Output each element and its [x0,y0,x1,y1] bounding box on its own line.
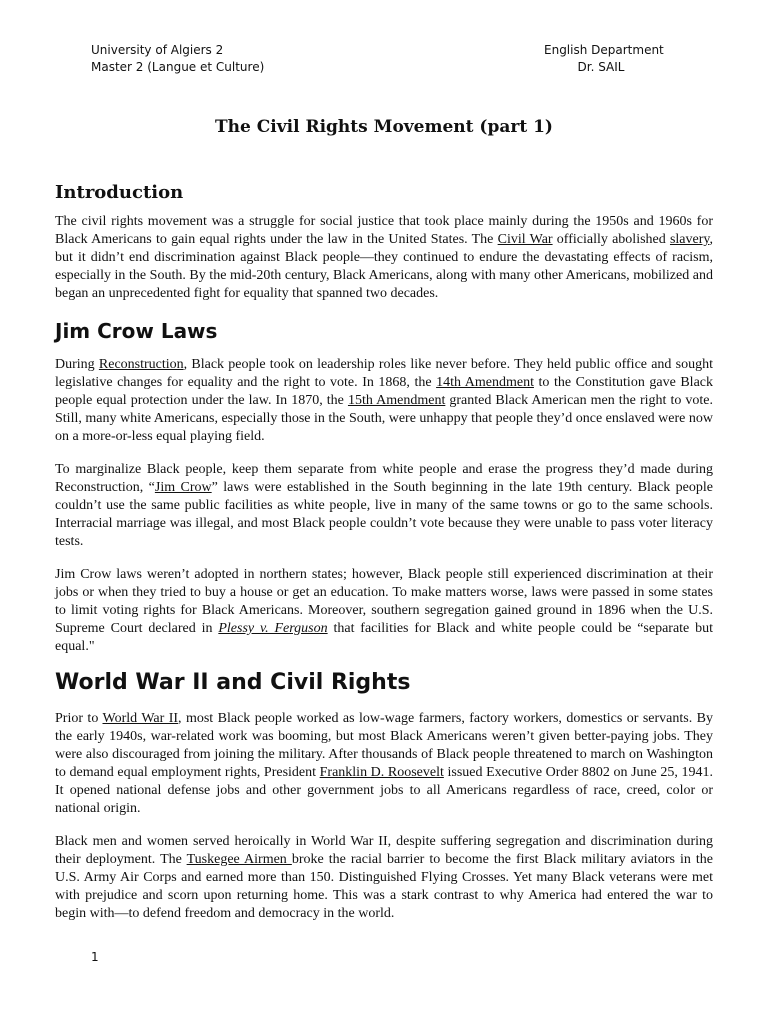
paragraph-introduction [55,213,713,303]
paragraph-jim-crow [55,461,713,551]
paragraph-northern-states [55,566,713,656]
text-run: During [55,357,99,372]
document-body [55,182,713,938]
link-14th-amendment[interactable]: 14th Amendment [436,375,534,390]
text-run: to the Constitution gave Black people equal protection under the law. In 1870, the [55,375,713,408]
text-run: Black men and women served heroically in World War II, despite suffering segregation and discrimination during their deployment. The [55,834,713,867]
link-civil-war[interactable]: Civil War [497,232,553,247]
text-run: To marginalize Black people, keep them separate from white people and erase the progress they’d made during Reconstruction, “ [55,462,713,495]
text-run: The civil rights movement was a struggle for social justice that took place mainly during the 1950s and 1960s for Black Americans to gain equal rights under the law in the United States. The [55,214,713,247]
text-run: that facilities for Black and white people could be “separate but equal." [55,621,714,654]
link-15th-amendment[interactable]: 15th Amendment [347,393,446,408]
text-run: broke the racial barrier to become the first Black military aviators in the U.S. Army Air Corps and earned more than 150. Distinguished Flying Crosses. Yet many Black veterans were met with prejudice and scorn upon returning home. This was a stark contrast to why America had entered the war to begin with—to defend freedom and democracy in the world. [55,852,713,921]
text-run: officially abolished [552,232,670,247]
heading-world-war-ii: World War II and Civil Rights [55,670,411,695]
text-run: Prior to [55,711,103,726]
link-reconstruction[interactable]: Reconstruction [98,357,184,372]
heading-jim-crow-laws: Jim Crow Laws [55,319,218,343]
text-run: issued Executive Order 8802 on June 25, 1941. It opened national defense jobs and other government jobs to all Americans regardless of race, creed, color or national origin. [55,765,713,816]
link-plessy-v-ferguson[interactable]: Plessy v. Ferguson [218,621,328,636]
link-slavery[interactable]: slavery [669,232,710,247]
link-franklin-d-roosevelt[interactable]: Franklin D. Roosevelt [319,765,444,780]
link-jim-crow[interactable]: Jim Crow [154,480,212,495]
text-run: ” laws were established in the South beginning in the late 19th century. Black people couldn’t use the same public facilities as white people, live in many of the same towns or go to the same schools. Interracial marriage was illegal, and most Black people couldn’t vote because they were unable to pass voter literacy tests. [55,480,713,549]
header-program: Master 2 (Langue et Culture) [91,60,265,74]
page-number: 1 [91,950,99,964]
text-run: granted Black American men the right to vote. Still, many white Americans, especially those in the South, were unhappy that people they’d once enslaved were now on a more-or-less equal playing field. [55,393,713,444]
text-run: Jim Crow laws weren’t adopted in northern states; however, Black people still experienced discrimination at their jobs or when they tried to buy a house or get an education. To make matters worse, laws were passed in some states to limit voting rights for Black Americans. Moreover, southern segregation gained ground in 1896 when the U.S. Supreme Court declared in [55,567,713,636]
heading-introduction: Introduction [55,182,184,203]
header-right [544,42,664,76]
paragraph-reconstruction [55,356,713,446]
link-world-war-ii[interactable]: World War II [102,711,179,726]
header-instructor: Dr. SAIL [577,60,625,74]
header-left [91,42,264,76]
text-run: , most Black people worked as low-wage farmers, factory workers, domestics or servants. By the early 1940s, war-related work was booming, but most Black Americans weren’t given better-paying jobs. They were also discouraged from joining the military. After thousands of Black people threatened to march on Washington to demand equal employment rights, President [55,711,713,780]
text-run: , Black people took on leadership roles like never before. They held public office and sought legislative changes for equality and the right to vote. In 1868, the [55,357,713,390]
paragraph-black-soldiers [55,833,713,923]
header-university: University of Algiers 2 [91,43,224,57]
header-department: English Department [544,43,664,57]
link-tuskegee-airmen[interactable]: Tuskegee Airmen [186,852,292,867]
paragraph-prior-to-ww2 [55,710,713,818]
document-title: The Civil Rights Movement (part 1) [215,117,553,137]
text-run: , but it didn’t end discrimination against Black people—they continued to endure the devastating effects of racism, especially in the South. By the mid-20th century, Black Americans, along with many other Americans, mobilized and began an unprecedented fight for equality that spanned two decades. [55,232,713,301]
